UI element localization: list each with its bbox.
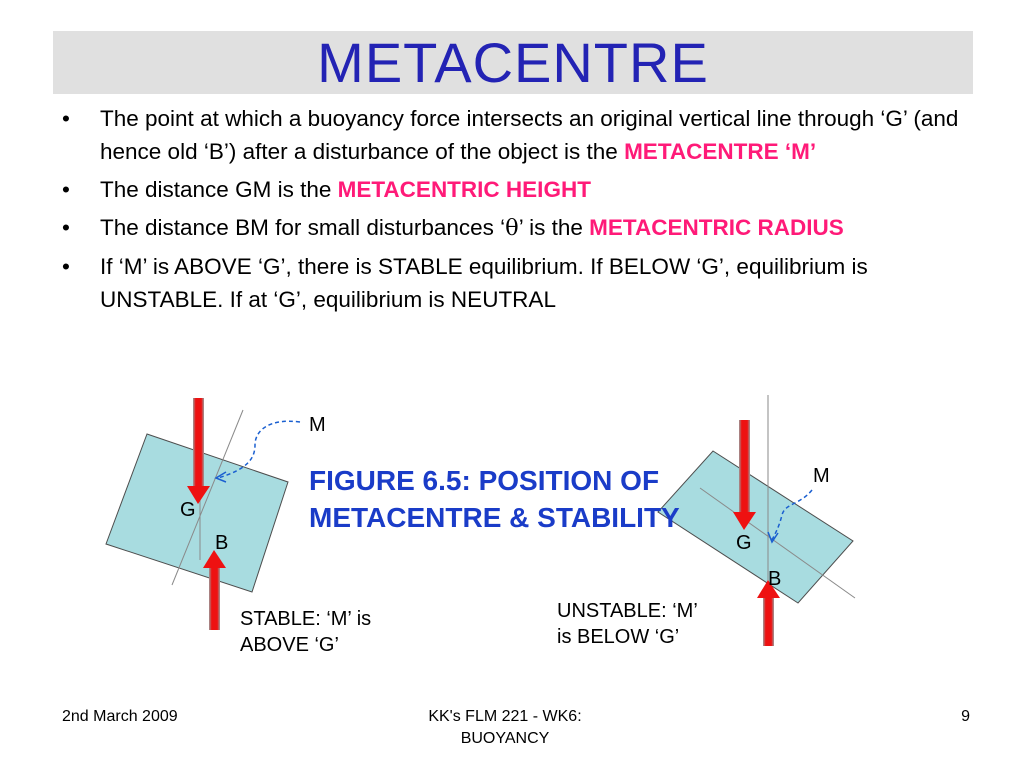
bullet-highlight: METACENTRIC RADIUS xyxy=(589,215,844,240)
bullet-text: The point at which a buoyancy force intersects an original vertical line through ‘G’ (and hence old ‘B’) after a disturbance of the object is the xyxy=(100,106,959,164)
stable-caption-line: ABOVE ‘G’ xyxy=(240,634,339,656)
footer-page-number: 9 xyxy=(961,708,970,725)
slide-title: METACENTRE xyxy=(317,30,709,94)
footer-course xyxy=(390,706,620,750)
stable-label-m: M xyxy=(309,414,326,436)
figure-title: FIGURE 6.5: POSITION OF METACENTRE & STABILITY xyxy=(309,465,680,533)
unstable-caption xyxy=(557,598,698,650)
bullet-highlight: METACENTRIC HEIGHT xyxy=(337,177,591,202)
bullet-text: If ‘M’ is ABOVE ‘G’, there is STABLE equilibrium. If BELOW ‘G’, equilibrium is UNSTABLE. If at ‘G’, equilibrium is NEUTRAL xyxy=(100,254,868,312)
unstable-label-m: M xyxy=(813,465,830,487)
stable-caption-line: STABLE: ‘M’ is xyxy=(240,608,372,630)
theta-symbol: θ xyxy=(505,215,519,241)
bullet-highlight: METACENTRE ‘M’ xyxy=(624,139,817,164)
bullet-text: The distance GM is the xyxy=(100,177,338,202)
unstable-caption-line: is BELOW ‘G’ xyxy=(557,626,680,648)
stable-caption xyxy=(240,606,371,658)
footer-course-line: KK's FLM 221 - WK6: xyxy=(428,708,582,725)
unstable-label-g: G xyxy=(736,532,752,554)
bullet-dot-icon: • xyxy=(62,106,70,131)
bullet-text: The distance BM for small disturbances ‘ xyxy=(100,215,506,240)
bullet-dot-icon: • xyxy=(62,177,70,202)
stable-body-group xyxy=(106,398,326,630)
bullet-dot-icon: • xyxy=(62,215,70,240)
unstable-caption-line: UNSTABLE: ‘M’ xyxy=(557,600,698,622)
unstable-label-b: B xyxy=(768,568,782,590)
bullet-dot-icon: • xyxy=(62,254,70,279)
stable-label-g: G xyxy=(180,499,196,521)
footer-date: 2nd March 2009 xyxy=(62,708,178,725)
footer-course-line: BUOYANCY xyxy=(460,730,550,747)
stable-label-b: B xyxy=(215,532,229,554)
bullet-text: ’ is the xyxy=(518,215,590,240)
